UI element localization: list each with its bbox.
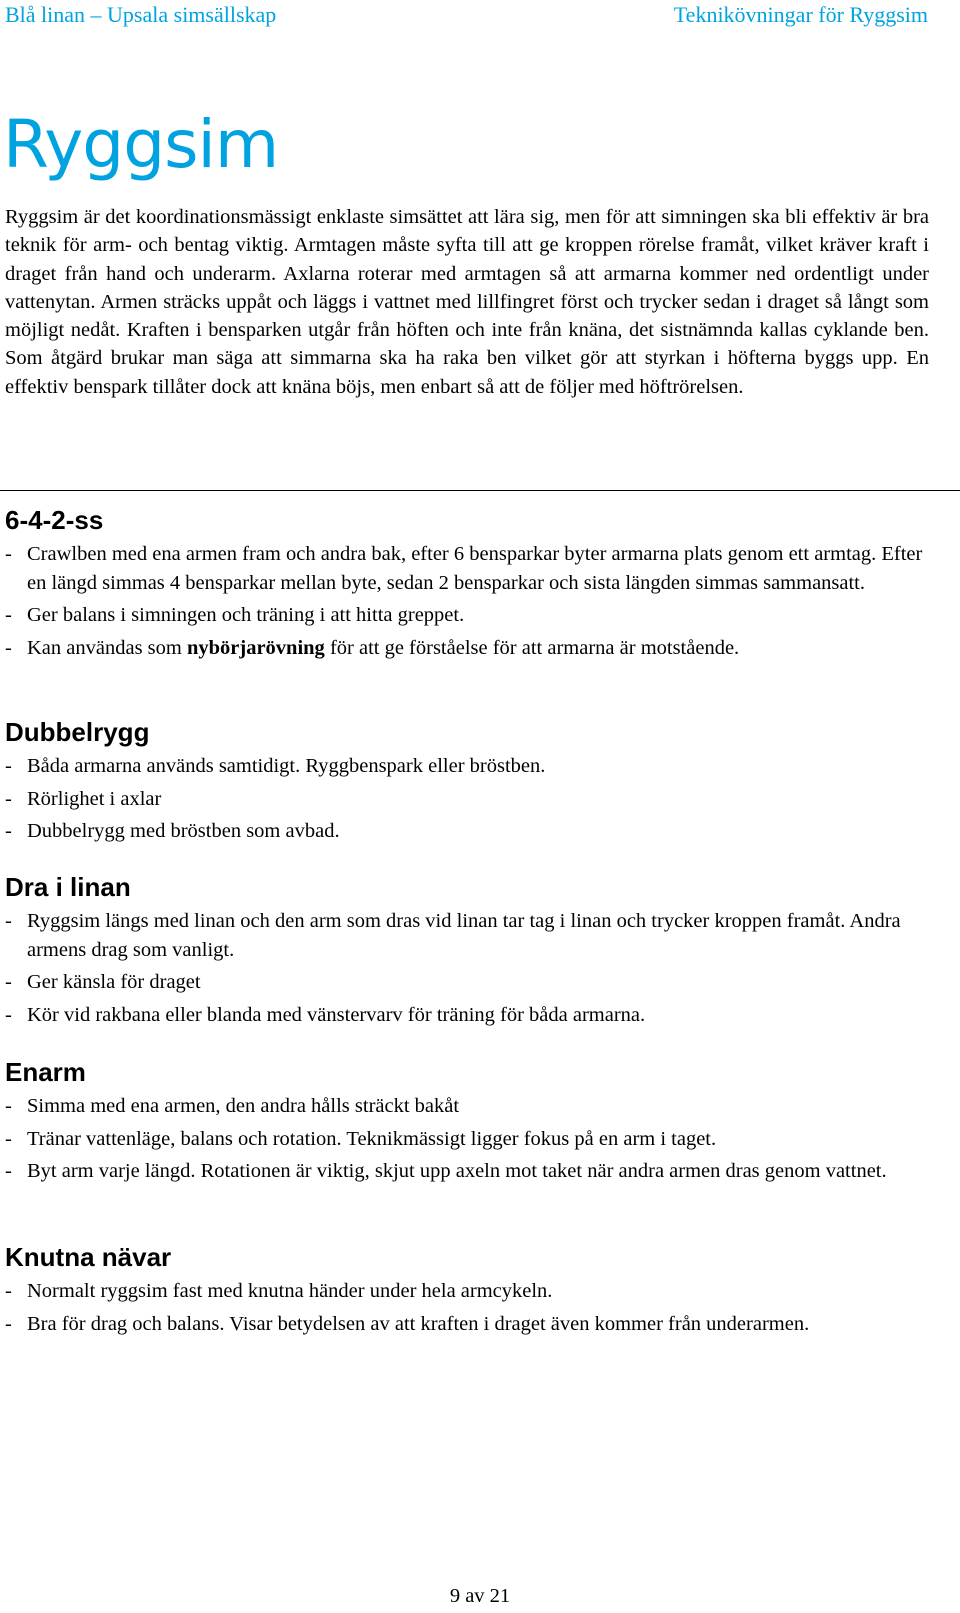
list-item: - Normalt ryggsim fast med knutna händer under hela armcykeln. [5, 1277, 930, 1306]
bold-term: nybörjarövning [186, 636, 325, 659]
bullet-list [5, 1277, 930, 1338]
bullet-list [5, 1092, 930, 1186]
horizontal-divider [0, 490, 960, 491]
dash-bullet-icon: - [5, 543, 12, 565]
page-number: 9 av 21 [449, 1585, 511, 1607]
list-item: - Ryggsim längs med linan och den arm som dras vid linan tar tag i linan och trycker kroppen framåt. Andra armens drag som vanligt. [5, 907, 930, 964]
section-heading: Dubbelrygg [5, 717, 150, 747]
list-item: - Rörlighet i axlar [5, 785, 930, 814]
list-item: - Byt arm varje längd. Rotationen är viktig, skjut upp axeln mot taket när andra armen dras genom vattnet. [5, 1157, 930, 1186]
dash-bullet-icon: - [5, 604, 12, 626]
dash-bullet-icon: - [5, 787, 12, 810]
dash-bullet-icon: - [5, 1160, 12, 1182]
list-item: - Ger balans i simningen och träning i att hitta greppet. [5, 601, 930, 630]
section-dra-i-linan [5, 870, 930, 1033]
section-heading: Knutna nävar [5, 1242, 172, 1272]
section-enarm [5, 1055, 930, 1190]
bullet-list [5, 907, 930, 1029]
header-right-text: Teknikövningar för Ryggsim [673, 2, 928, 27]
dash-bullet-icon: - [5, 1312, 12, 1335]
header-left-text: Blå linan – Upsala simsällskap [5, 2, 277, 27]
page-title: Ryggsim [3, 106, 279, 183]
dash-bullet-icon: - [5, 1095, 12, 1117]
dash-bullet-icon: - [5, 1003, 12, 1026]
section-heading: Dra i linan [5, 872, 131, 902]
list-item: - Bra för drag och balans. Visar betydelsen av att kraften i draget även kommer från underarmen. [5, 1310, 930, 1339]
bullet-list [5, 540, 930, 662]
dash-bullet-icon: - [5, 636, 12, 659]
list-item: - Dubbelrygg med bröstben som avbad. [5, 817, 930, 846]
dash-bullet-icon: - [5, 755, 12, 777]
section-heading: Enarm [5, 1057, 86, 1087]
dash-bullet-icon: - [5, 910, 12, 932]
dash-bullet-icon: - [5, 1127, 12, 1150]
dash-bullet-icon: - [5, 971, 12, 993]
list-item: - Ger känsla för draget [5, 968, 930, 997]
section-knutna-navar [5, 1240, 930, 1342]
dash-bullet-icon: - [5, 1280, 12, 1302]
list-item: - Kör vid rakbana eller blanda med vänstervarv för träning för båda armarna. [5, 1001, 930, 1030]
intro-paragraph: Ryggsim är det koordinationsmässigt enklaste simsättet att lära sig, men för att simningen ska bli effektiv är bra teknik för arm- och bentag viktig. Armtagen måste syfta till att ge kroppen rörelse framåt, vilket kräver kraft i draget från hand och underarm. Axlarna roterar med armtagen så att armarna kommer ned ordentligt under vattenytan. Armen sträcks uppåt och läggs i vattnet med lillfingret först och trycker sedan i draget så långt som möjligt nedåt. Kraften i bensparken utgår från höften och inte från knäna, det sistnämnda kallas cyklande ben. Som åtgärd brukar man säga att simmarna ska ha raka ben vilket gör att styrkan i höfterna byggs upp. En effektiv benspark tillåter dock att knäna böjs, men enbart så att de följer med höftrörelsen. [5, 206, 929, 398]
section-dubbelrygg [5, 715, 930, 850]
page-header [5, 0, 928, 30]
list-item: - Båda armarna används samtidigt. Ryggbenspark eller bröstben. [5, 752, 930, 781]
list-item: - Simma med ena armen, den andra hålls sträckt bakåt [5, 1092, 930, 1121]
list-item: - Kan användas som nybörjarövning för att ge förståelse för att armarna är motstående. [5, 634, 930, 663]
dash-bullet-icon: - [5, 820, 12, 842]
section-6-4-2-ss [5, 503, 930, 666]
list-item: - Crawlben med ena armen fram och andra bak, efter 6 bensparkar byter armarna plats genom ett armtag. Efter en längd simmas 4 bensparkar mellan byte, sedan 2 bensparkar och sista längden simmas sammansatt. [5, 540, 930, 597]
section-heading: 6-4-2-ss [5, 505, 104, 535]
bullet-list [5, 752, 930, 846]
list-item: - Tränar vattenläge, balans och rotation. Teknikmässigt ligger fokus på en arm i taget. [5, 1125, 930, 1154]
